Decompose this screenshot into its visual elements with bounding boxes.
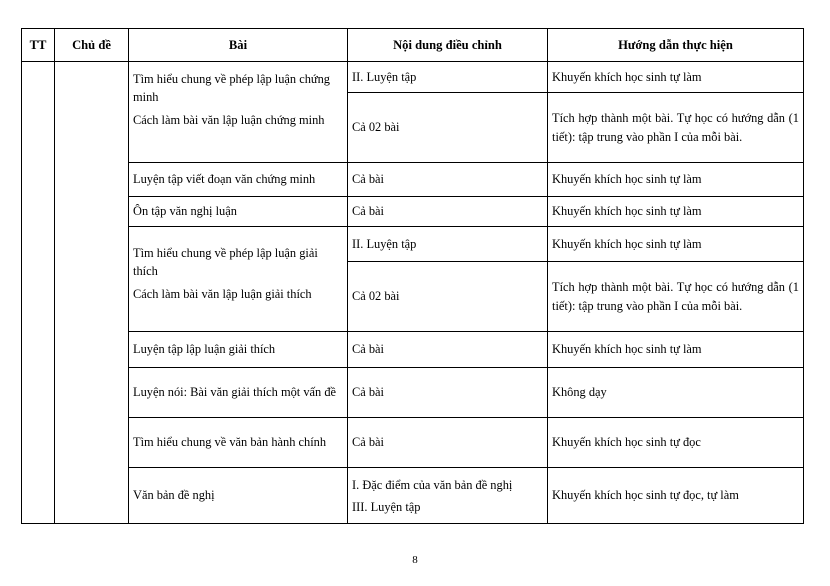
chu-de-cell — [55, 62, 129, 524]
huong-dan-cell: Khuyến khích học sinh tự làm — [548, 62, 804, 93]
bai-cell — [129, 62, 348, 163]
page-number: 8 — [412, 554, 418, 566]
table-header-row — [22, 29, 804, 62]
table-row — [22, 197, 804, 227]
adjustment-table — [21, 28, 804, 524]
noi-dung-cell — [348, 468, 548, 524]
noi-dung-cell: Cả bài — [348, 332, 548, 368]
bai-cell: Văn bản đề nghị — [129, 468, 348, 524]
bai-cell: Luyện nói: Bài văn giải thích một vấn đề — [129, 368, 348, 418]
huong-dan-cell: Khuyến khích học sinh tự đọc — [548, 418, 804, 468]
noi-dung-cell: Cả 02 bài — [348, 262, 548, 332]
table-row — [22, 418, 804, 468]
header-bai: Bài — [129, 29, 348, 62]
huong-dan-cell: Khuyến khích học sinh tự làm — [548, 332, 804, 368]
table-row — [22, 227, 804, 262]
noi-dung-cell: Cả bài — [348, 418, 548, 468]
table-row — [22, 468, 804, 524]
header-tt: TT — [22, 29, 55, 62]
header-noi-dung: Nội dung điều chỉnh — [348, 29, 548, 62]
bai-cell: Luyện tập lập luận giải thích — [129, 332, 348, 368]
bai-cell: Tìm hiểu chung về văn bản hành chính — [129, 418, 348, 468]
table-row — [22, 332, 804, 368]
noi-dung-line: III. Luyện tập — [352, 499, 421, 514]
header-huong-dan: Hướng dẫn thực hiện — [548, 29, 804, 62]
huong-dan-cell: Khuyến khích học sinh tự làm — [548, 197, 804, 227]
huong-dan-cell: Khuyến khích học sinh tự làm — [548, 163, 804, 197]
table-row — [22, 163, 804, 197]
huong-dan-cell: Tích hợp thành một bài. Tự học có hướng dẫn (1 tiết): tập trung vào phần I của mỗi bài. — [548, 93, 804, 163]
noi-dung-line: I. Đặc điểm của văn bản đề nghị — [352, 477, 513, 492]
table-row — [22, 368, 804, 418]
bai-cell: Ôn tập văn nghị luận — [129, 197, 348, 227]
bai-cell — [129, 227, 348, 332]
noi-dung-cell: Cả 02 bài — [348, 93, 548, 163]
noi-dung-cell: Cả bài — [348, 163, 548, 197]
header-chu-de: Chủ đề — [55, 29, 129, 62]
tt-cell — [22, 62, 55, 524]
bai-line: Tìm hiểu chung về phép lập luận giải thích — [133, 246, 318, 278]
noi-dung-cell: Cả bài — [348, 368, 548, 418]
noi-dung-cell: II. Luyện tập — [348, 62, 548, 93]
bai-cell: Luyện tập viết đoạn văn chứng minh — [129, 163, 348, 197]
bai-line: Cách làm bài văn lập luận giải thích — [133, 287, 312, 301]
huong-dan-cell: Khuyến khích học sinh tự đọc, tự làm — [548, 468, 804, 524]
noi-dung-cell: II. Luyện tập — [348, 227, 548, 262]
bai-line: Tìm hiểu chung về phép lập luận chứng minh — [133, 72, 330, 104]
huong-dan-cell: Tích hợp thành một bài. Tự học có hướng dẫn (1 tiết): tập trung vào phần I của mỗi bài. — [548, 262, 804, 332]
bai-line: Cách làm bài văn lập luận chứng minh — [133, 113, 325, 127]
table-row — [22, 62, 804, 93]
noi-dung-cell: Cả bài — [348, 197, 548, 227]
huong-dan-cell: Không dạy — [548, 368, 804, 418]
huong-dan-cell: Khuyến khích học sinh tự làm — [548, 227, 804, 262]
